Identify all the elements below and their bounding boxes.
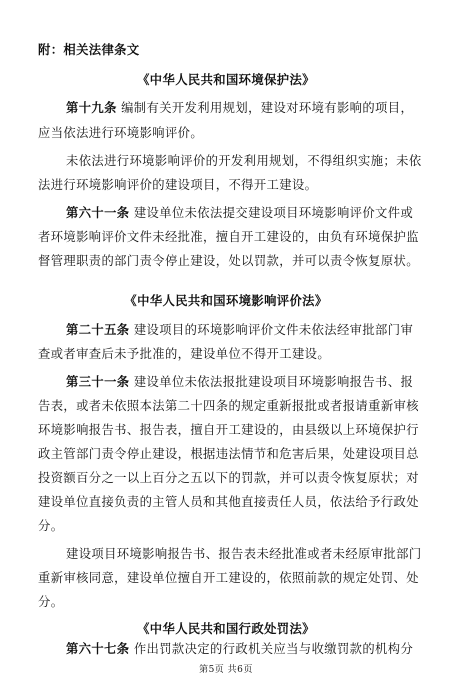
paragraph-text: 建设项目的环境影响评价文件未依法经审批部门审 xyxy=(133,323,414,337)
article-label: 第十九条 xyxy=(66,100,117,115)
article-label: 第六十一条 xyxy=(66,205,130,220)
section-title-eia-law: 《中华人民共和国环境影响评价法》 xyxy=(124,293,328,308)
attachment-heading: 附：相关法律条文 xyxy=(38,42,140,57)
paragraph-line: 建设项目环境影响报告书、报告表未经批准或者未经原审批部门 xyxy=(66,547,422,561)
article-label: 第六十七条 xyxy=(66,641,130,656)
paragraph-line xyxy=(66,641,413,657)
article-label: 第三十一条 xyxy=(66,374,130,389)
paragraph-line: 法进行环境影响评价的建设项目，不得开工建设。 xyxy=(38,178,318,192)
paragraph-line: 应当依法进行环境影响评价。 xyxy=(38,126,204,140)
paragraph-line xyxy=(66,374,413,390)
paragraph-line: 政主管部门责令停止建设，根据违法情节和危害后果，处建设项目总 xyxy=(38,447,419,461)
paragraph-line: 未依法进行环境影响评价的开发利用规划，不得组织实施；未依 xyxy=(66,154,422,168)
paragraph-text: 建设单位未依法报批建设项目环境影响报告书、报 xyxy=(133,375,414,389)
paragraph-line: 分。 xyxy=(38,595,64,609)
section-title-environmental-protection-law: 《中华人民共和国环境保护法》 xyxy=(137,72,315,87)
paragraph-text: 作出罚款决定的行政机关应当与收缴罚款的机构分 xyxy=(133,642,414,656)
page-number-footer: 第5页 共6页 xyxy=(199,665,253,675)
paragraph-line: 告表，或者未依照本法第二十四条的规定重新报批或者报请重新审核 xyxy=(38,399,419,413)
paragraph-line: 督管理职责的部门责令停止建设，处以罚款，并可以责令恢复原状。 xyxy=(38,254,419,268)
paragraph-line xyxy=(66,100,413,116)
section-title-administrative-penalty-law: 《中华人民共和国行政处罚法》 xyxy=(137,621,315,636)
paragraph-line: 分。 xyxy=(38,519,64,533)
paragraph-line: 环境影响报告书、报告表，擅自开工建设的，由县级以上环境保护行 xyxy=(38,423,419,437)
paragraph-line: 建设单位直接负责的主管人员和其他直接责任人员，依法给予行政处 xyxy=(38,495,419,509)
paragraph-line: 者环境影响评价文件未经批准，擅自开工建设的，由负有环境保护监 xyxy=(38,230,419,244)
paragraph-line: 重新审核同意，建设单位擅自开工建设的，依照前款的规定处罚、处 xyxy=(38,571,419,585)
article-label: 第二十五条 xyxy=(66,322,130,337)
paragraph-line xyxy=(66,205,413,221)
paragraph-text: 编制有关开发利用规划，建设对环境有影响的项目， xyxy=(121,101,414,115)
paragraph-line: 查或者审查后未予批准的，建设单位不得开工建设。 xyxy=(38,347,331,361)
paragraph-line: 投资额百分之一以上百分之五以下的罚款，并可以责令恢复原状；对 xyxy=(38,471,419,485)
paragraph-line xyxy=(66,322,413,338)
paragraph-text: 建设单位未依法提交建设项目环境影响评价文件或 xyxy=(133,206,414,220)
